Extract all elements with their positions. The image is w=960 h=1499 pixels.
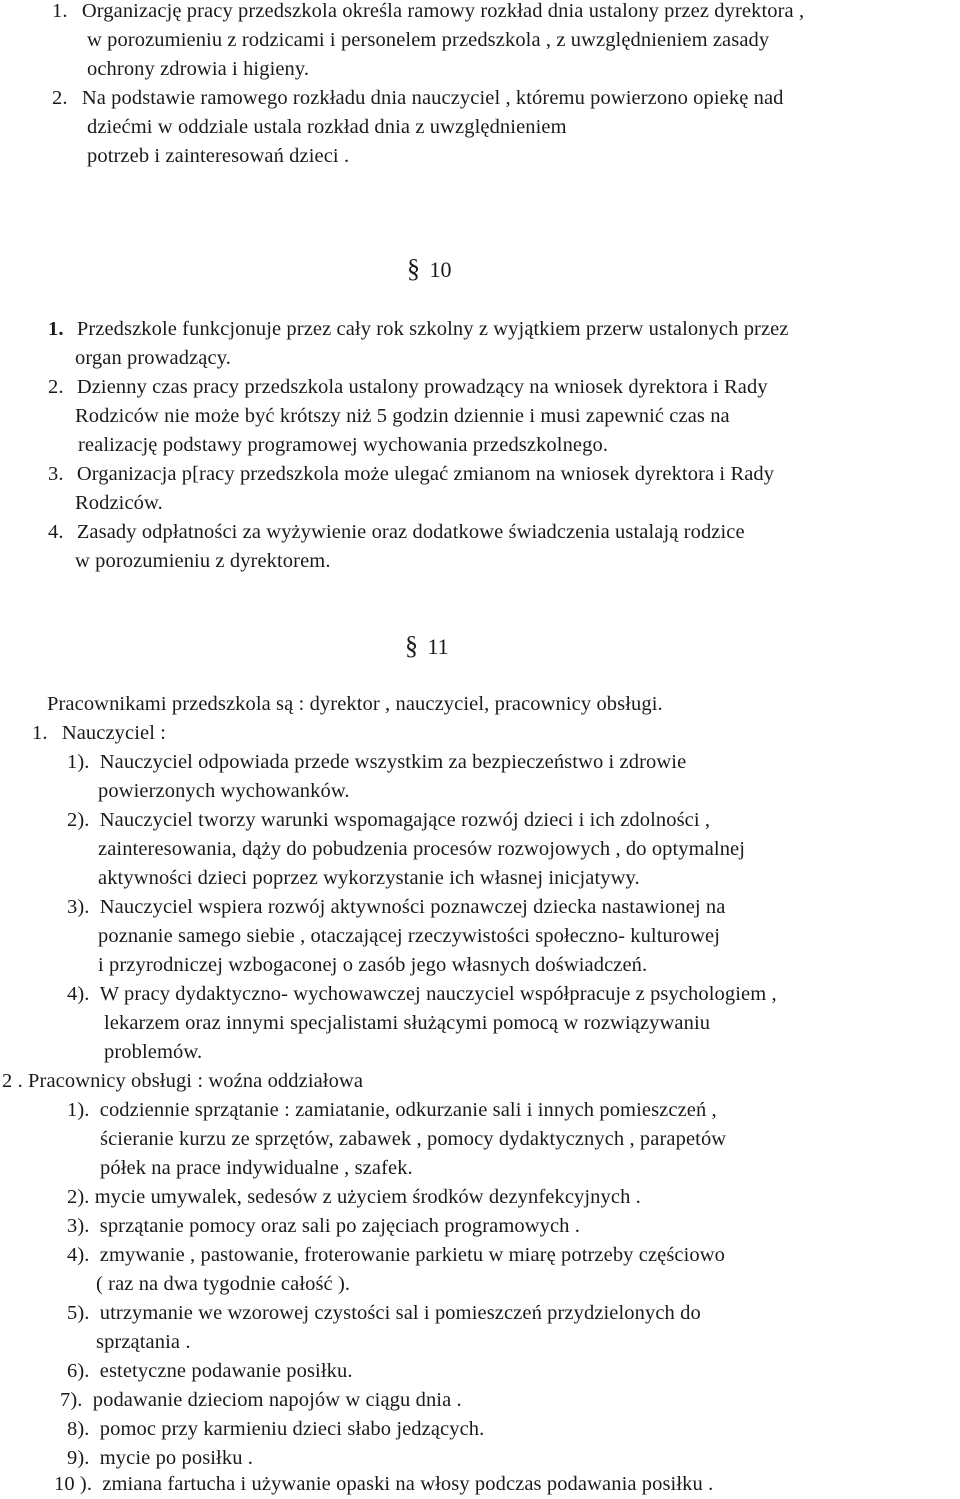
item-text: powierzonych wychowanków. bbox=[98, 780, 350, 802]
section-sign: § bbox=[405, 631, 418, 660]
item-text: dziećmi w oddziale ustala rozkład dnia z uwzględnieniem bbox=[87, 116, 567, 138]
item-text: zmiana fartucha i używanie opaski na włosy podczas podawania posiłku . bbox=[102, 1473, 714, 1495]
item-text: Rodziców. bbox=[75, 492, 163, 514]
item-text: pomoc przy karmieniu dzieci słabo jedzących. bbox=[99, 1418, 485, 1440]
item-text: potrzeb i zainteresowań dzieci . bbox=[87, 145, 350, 167]
item-text: ścieranie kurzu ze sprzętów, zabawek , pomocy dydaktycznych , parapetów bbox=[100, 1128, 727, 1150]
item-number: 9). bbox=[67, 1447, 90, 1469]
item-number: 4). bbox=[67, 983, 90, 1005]
item-text: Na podstawie ramowego rozkładu dnia nauczyciel , któremu powierzono opiekę nad bbox=[81, 87, 784, 109]
item-text: utrzymanie we wzorowej czystości sal i pomieszczeń przydzielonych do bbox=[99, 1302, 701, 1324]
item-number: 3. bbox=[48, 463, 64, 485]
section-intro: Pracownikami przedszkola są : dyrektor , nauczyciel, pracownicy obsługi. bbox=[47, 693, 663, 715]
item-number: 6). bbox=[67, 1360, 90, 1382]
item-number: 5). bbox=[67, 1302, 90, 1324]
item-number: 2). bbox=[67, 1186, 90, 1208]
item-number: 2. bbox=[48, 376, 64, 398]
item-number: 2. bbox=[52, 87, 68, 109]
item-text: Organizację pracy przedszkola określa ramowy rozkład dnia ustalony przez dyrektora , bbox=[81, 0, 805, 22]
item-text: zainteresowania, dąży do pobudzenia procesów rozwojowych , do optymalnej bbox=[98, 838, 746, 860]
item-text: codziennie sprzątanie : zamiatanie, odkurzanie sali i innych pomieszczeń , bbox=[99, 1099, 717, 1121]
item-text: półek na prace indywidualne , szafek. bbox=[100, 1157, 413, 1179]
item-text: realizację podstawy programowej wychowania przedszkolnego. bbox=[78, 434, 609, 456]
item-text: ochrony zdrowia i higieny. bbox=[87, 58, 310, 80]
section-sign: § bbox=[407, 254, 420, 283]
item-text: sprzątanie pomocy oraz sali po zajęciach programowych . bbox=[99, 1215, 580, 1237]
subsection-title: 2 . Pracownicy obsługi : woźna oddziałowa bbox=[2, 1070, 364, 1092]
item-text: poznanie samego siebie , otaczającej rzeczywistości społeczno- kulturowej bbox=[98, 925, 721, 947]
item-number: 4. bbox=[48, 521, 64, 543]
item-text: W pracy dydaktyczno- wychowawczej nauczyciel współpracuje z psychologiem , bbox=[99, 983, 777, 1005]
item-number: 1. bbox=[32, 722, 48, 744]
item-number: 8). bbox=[67, 1418, 90, 1440]
item-text: Nauczyciel odpowiada przede wszystkim za bezpieczeństwo i zdrowie bbox=[99, 751, 687, 773]
item-text: Zasady odpłatności za wyżywienie oraz dodatkowe świadczenia ustalają rodzice bbox=[76, 521, 745, 543]
item-text: zmywanie , pastowanie, froterowanie parkietu w miarę potrzeby częściowo bbox=[99, 1244, 726, 1266]
item-number: 7). bbox=[60, 1389, 83, 1411]
item-number: 1). bbox=[67, 1099, 90, 1121]
section-heading bbox=[405, 631, 449, 662]
item-text: w porozumieniu z rodzicami i personelem przedszkola , z uwzględnieniem zasady bbox=[87, 29, 770, 51]
item-text: w porozumieniu z dyrektorem. bbox=[75, 550, 331, 572]
item-text: aktywności dzieci poprzez wykorzystanie ich własnej inicjatywy. bbox=[98, 867, 640, 889]
item-text: Dzienny czas pracy przedszkola ustalony prowadzący na wniosek dyrektora i Rady bbox=[76, 376, 768, 398]
item-number: 2). bbox=[67, 809, 90, 831]
section-number: 11 bbox=[427, 634, 449, 659]
item-text: ( raz na dwa tygodnie całość ). bbox=[96, 1273, 351, 1295]
item-text: sprzątania . bbox=[96, 1331, 191, 1353]
item-text: estetyczne podawanie posiłku. bbox=[99, 1360, 353, 1382]
item-text: i przyrodniczej wzbogaconej o zasób jego własnych doświadczeń. bbox=[98, 954, 648, 976]
item-text: Nauczyciel tworzy warunki wspomagające rozwój dzieci i ich zdolności , bbox=[99, 809, 711, 831]
item-text: Organizacja p[racy przedszkola może ulegać zmianom na wniosek dyrektora i Rady bbox=[76, 463, 775, 485]
item-text: mycie po posiłku . bbox=[99, 1447, 254, 1469]
item-number: 10 ). bbox=[54, 1473, 93, 1495]
subsection-title: 1. Nauczyciel : bbox=[32, 719, 166, 748]
item-text: Nauczyciel wspiera rozwój aktywności poznawczej dziecka nastawionej na bbox=[99, 896, 726, 918]
item-text: Rodziców nie może być krótszy niż 5 godzin dziennie i musi zapewnić czas na bbox=[75, 405, 730, 427]
item-number: 1. bbox=[52, 0, 68, 22]
item-number: 4). bbox=[67, 1244, 90, 1266]
section-heading bbox=[407, 254, 452, 285]
item-text: podawanie dzieciom napojów w ciągu dnia . bbox=[92, 1389, 462, 1411]
item-number: 3). bbox=[67, 896, 90, 918]
item-text: organ prowadzący. bbox=[75, 347, 231, 369]
item-text: lekarzem oraz innymi specjalistami służącymi pomocą w rozwiązywaniu bbox=[104, 1012, 711, 1034]
item-number: 3). bbox=[67, 1215, 90, 1237]
item-number: 1). bbox=[67, 751, 90, 773]
item-text: Przedszkole funkcjonuje przez cały rok szkolny z wyjątkiem przerw ustalonych przez bbox=[76, 318, 789, 340]
section-number: 10 bbox=[429, 257, 452, 282]
item-number: 1. bbox=[48, 318, 64, 340]
item-text: mycie umywalek, sedesów z użyciem środków dezynfekcyjnych . bbox=[94, 1186, 641, 1208]
item-text: problemów. bbox=[104, 1041, 203, 1063]
